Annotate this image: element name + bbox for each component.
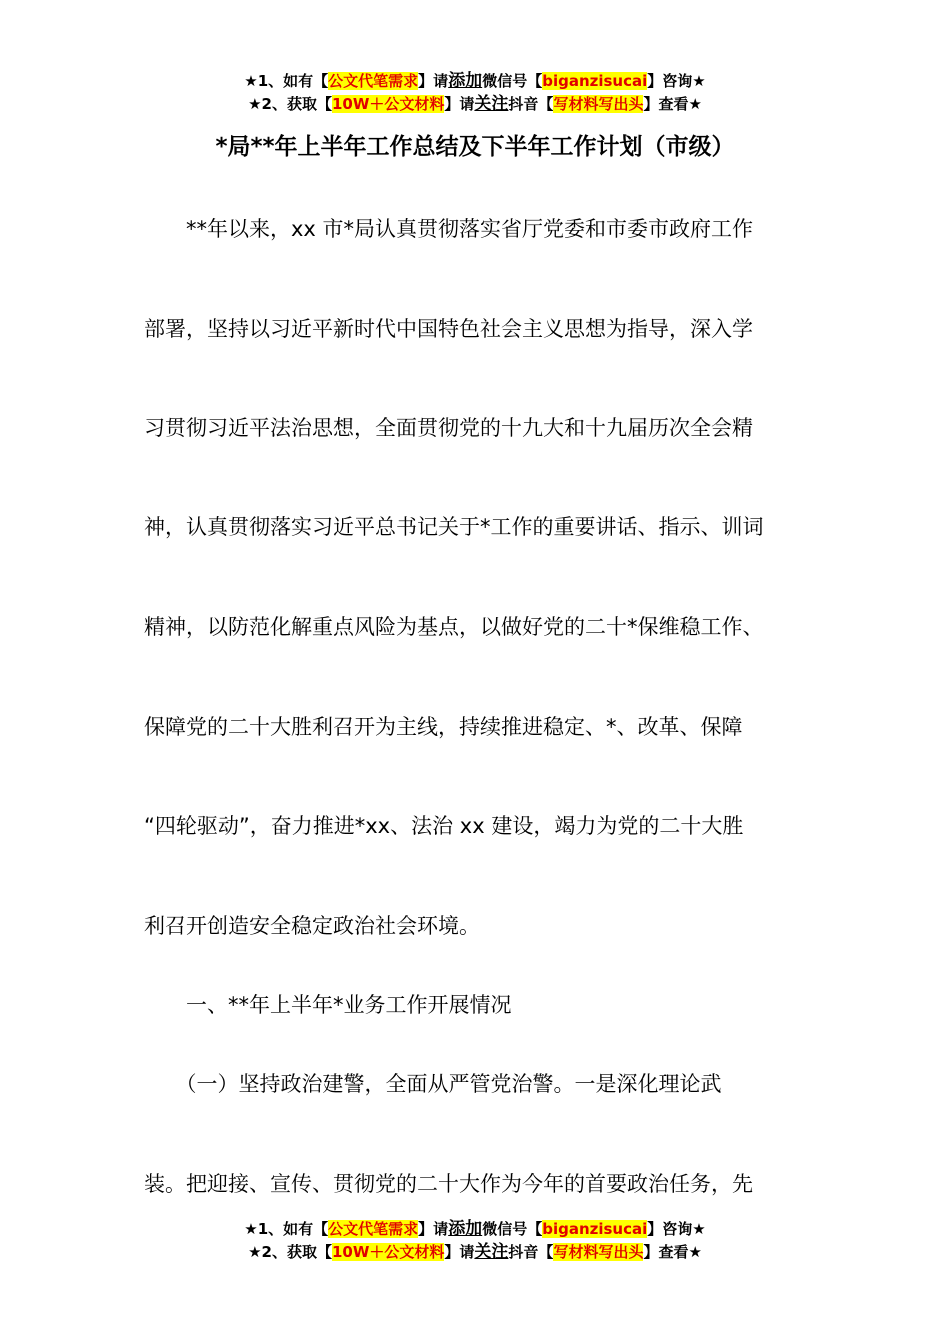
banner-text: 】查看★ (643, 95, 702, 113)
banner-text: 】请 (444, 95, 475, 113)
promo-banner-top (0, 70, 950, 116)
banner-text: 】咨询★ (647, 1220, 706, 1238)
body-line: **年以来，xx 市*局认真贯彻落实省厅党委和市委市政府工作 (144, 217, 754, 241)
body-line: （一）坚持政治建警，全面从严管党治警。一是深化理论武 (144, 1072, 722, 1096)
promo-banner-bottom (0, 1218, 950, 1264)
banner-line-1 (0, 1218, 950, 1241)
body-line: 部署，坚持以习近平新时代中国特色社会主义思想为指导，深入学 (144, 317, 753, 341)
underlined-text: 添加 (448, 1219, 483, 1239)
banner-text: ★1、如有【 (244, 72, 329, 90)
banner-line-2 (0, 1241, 950, 1264)
body-line: “四轮驱动”，奋力推进*xx、法治 xx 建设，竭力为党的二十大胜 (144, 814, 744, 838)
body-line: 精神，以防范化解重点风险为基点，以做好党的二十*保维稳工作、 (144, 615, 764, 639)
body-line: 神，认真贯彻落实习近平总书记关于*工作的重要讲话、指示、训词 (144, 515, 764, 539)
banner-text: 微信号【 (482, 1220, 543, 1238)
body-line: 装。把迎接、宣传、贯彻党的二十大作为今年的首要政治任务，先 (144, 1172, 753, 1196)
banner-line-2 (0, 93, 950, 116)
banner-text: ★1、如有【 (244, 1220, 329, 1238)
highlight-text: 写材料写出头 (553, 95, 644, 113)
underlined-text: 添加 (448, 71, 483, 91)
underlined-text: 关注 (474, 1242, 509, 1262)
body-line: 保障党的二十大胜利召开为主线，持续推进稳定、*、改革、保障 (144, 715, 743, 739)
body-line: 习贯彻习近平法治思想，全面贯彻党的十九大和十九届历次全会精 (144, 416, 753, 440)
banner-text: ★2、获取【 (248, 1243, 332, 1261)
highlight-text: biganzisucai (542, 72, 648, 90)
banner-text: 】请 (418, 1220, 449, 1238)
banner-text: 抖音【 (508, 1243, 554, 1261)
banner-line-1 (0, 70, 950, 93)
highlight-text: 写材料写出头 (553, 1243, 644, 1261)
banner-text: 抖音【 (508, 95, 554, 113)
highlight-text: 10W＋公文材料 (331, 95, 445, 113)
banner-text: 微信号【 (482, 72, 543, 90)
highlight-text: 公文代笔需求 (328, 72, 419, 90)
section-heading: 一、**年上半年*业务工作开展情况 (144, 993, 512, 1017)
banner-text: 】请 (444, 1243, 475, 1261)
banner-text: 】咨询★ (647, 72, 706, 90)
highlight-text: 公文代笔需求 (328, 1220, 419, 1238)
document-title: *局**年上半年工作总结及下半年工作计划（市级） (215, 134, 735, 160)
banner-text: ★2、获取【 (248, 95, 332, 113)
highlight-text: biganzisucai (542, 1220, 648, 1238)
banner-text: 】请 (418, 72, 449, 90)
highlight-text: 10W＋公文材料 (331, 1243, 445, 1261)
underlined-text: 关注 (474, 94, 509, 114)
banner-text: 】查看★ (643, 1243, 702, 1261)
body-line: 利召开创造安全稳定政治社会环境。 (144, 914, 480, 938)
